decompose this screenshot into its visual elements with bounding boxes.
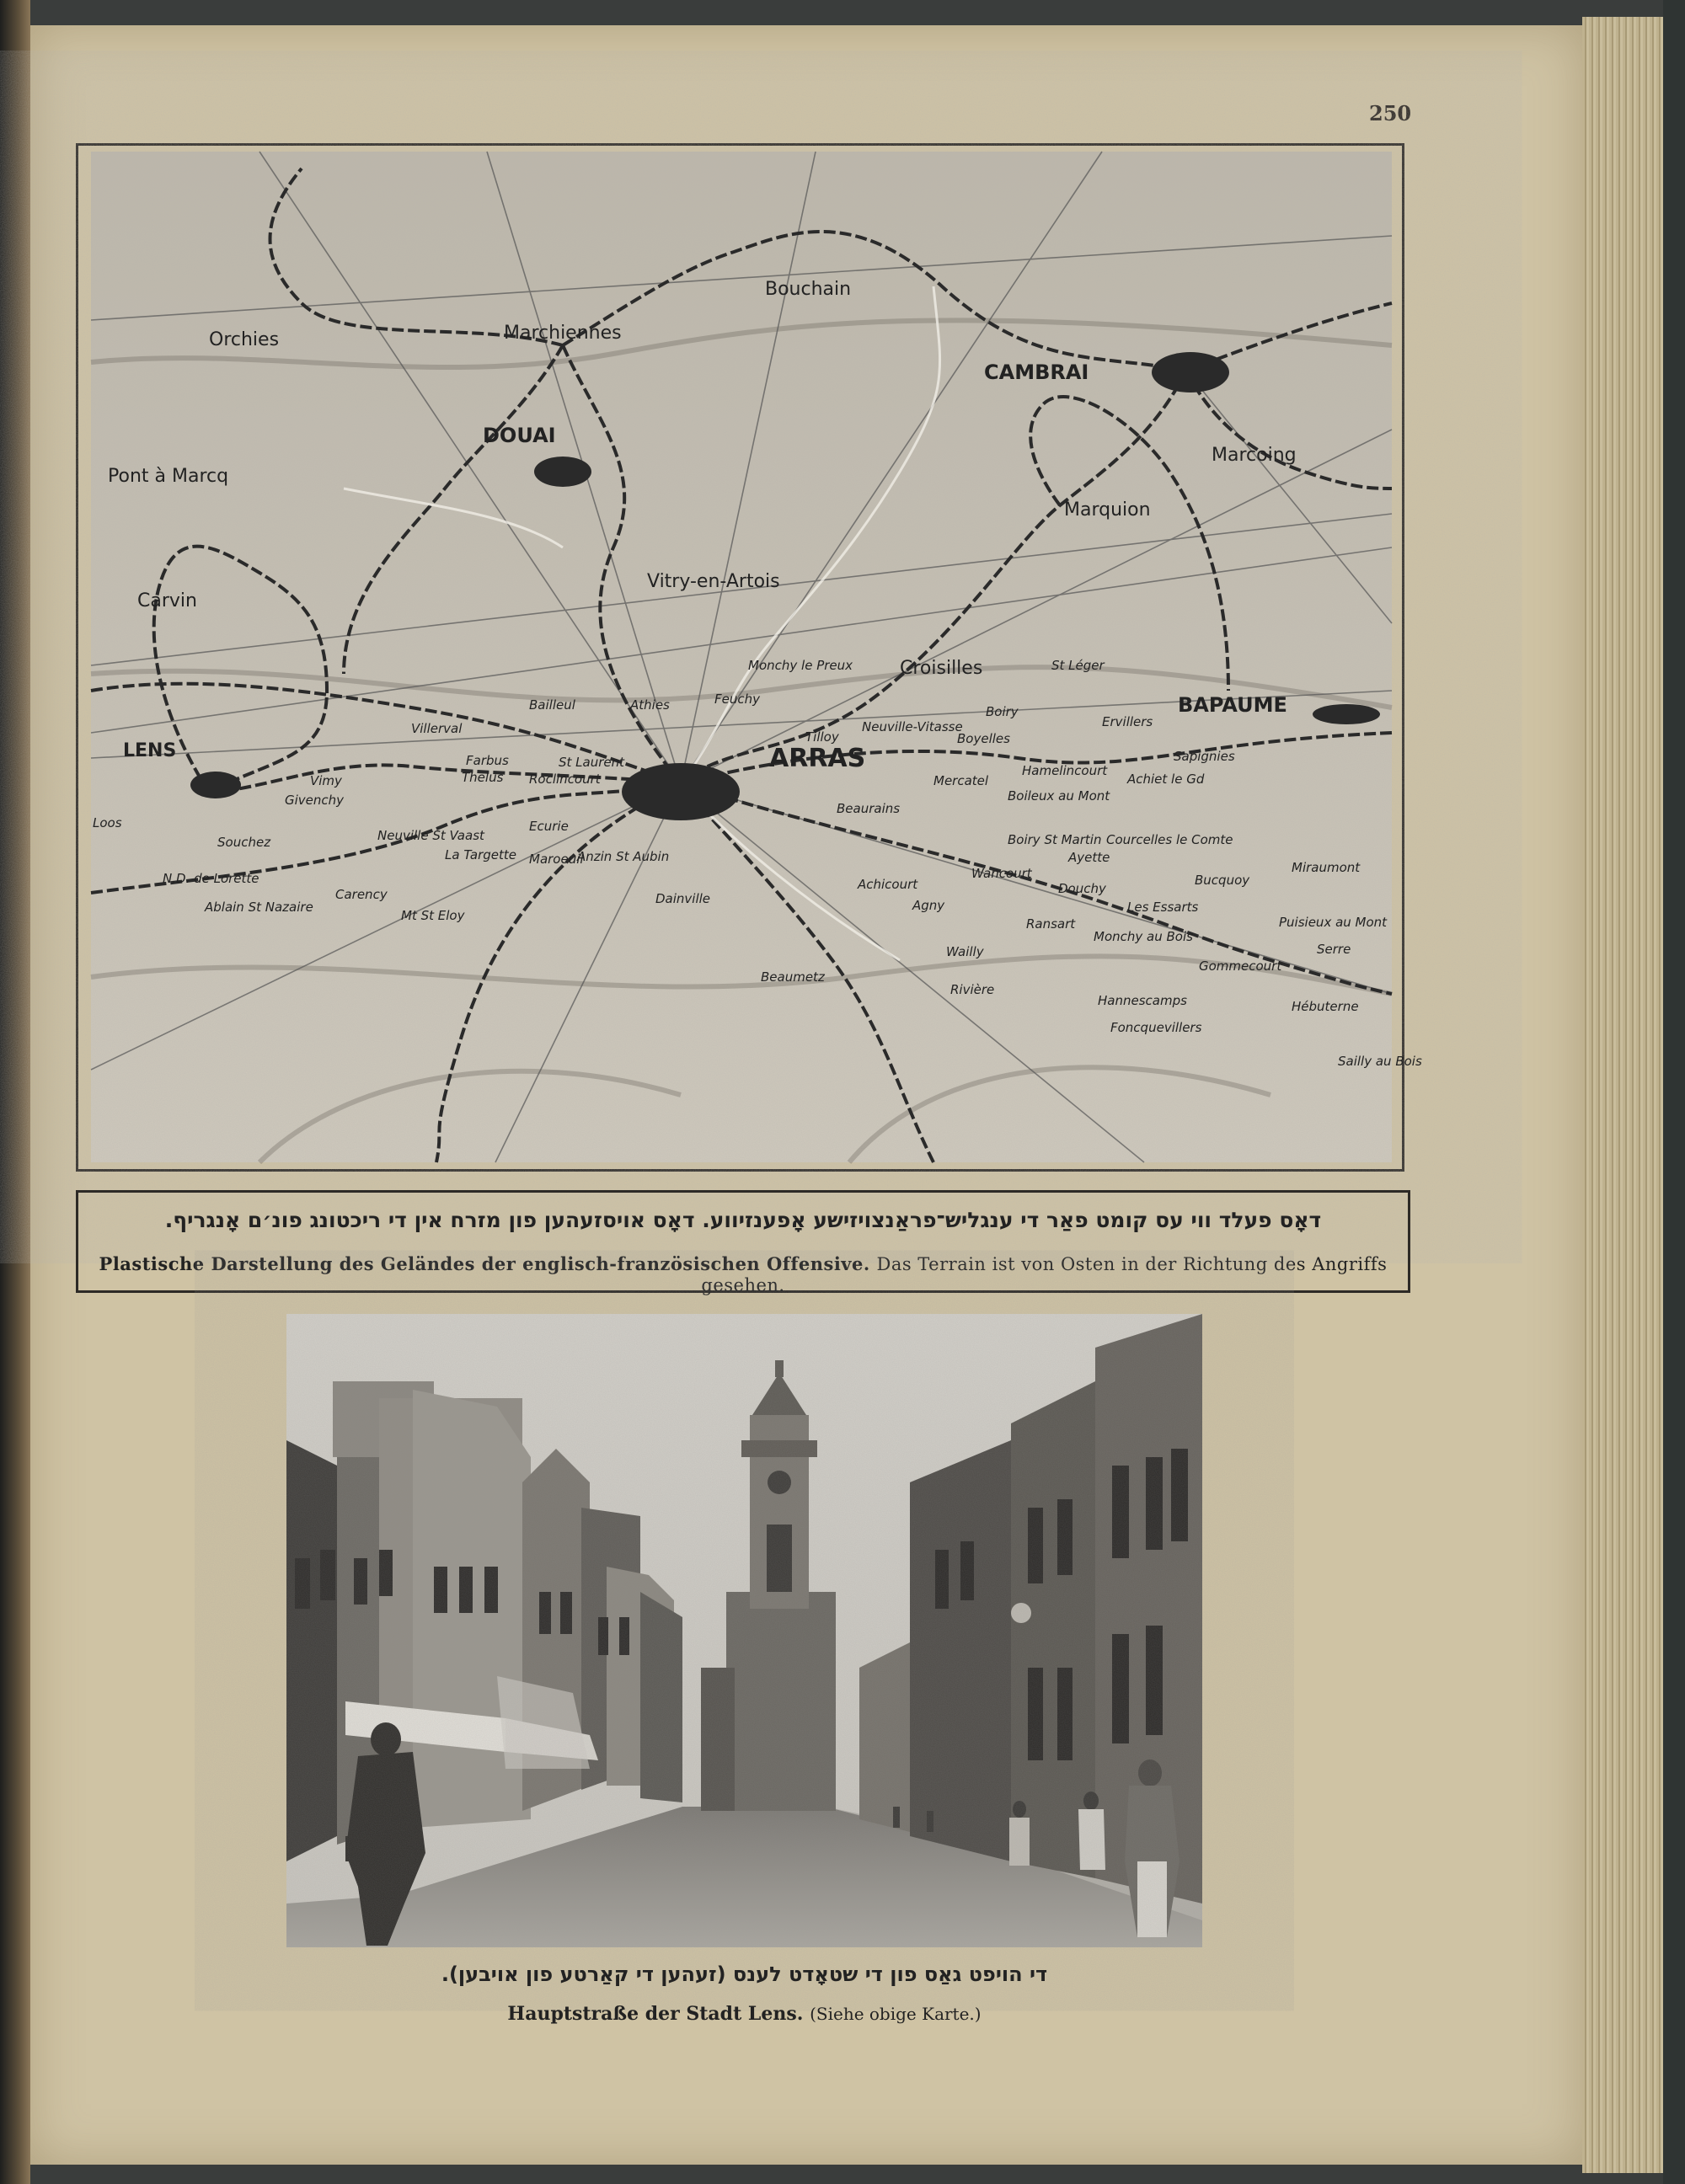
label-small: Athies bbox=[630, 697, 670, 713]
label-small: Agny bbox=[912, 898, 945, 913]
label-small: Tilloy bbox=[805, 729, 839, 745]
label-small: Neuville St Vaast bbox=[377, 828, 484, 843]
label-small: Sailly au Bois bbox=[1338, 1054, 1422, 1069]
label-marquion: Marquion bbox=[1064, 499, 1151, 521]
label-small: Ecurie bbox=[529, 819, 569, 834]
label-carvin: Carvin bbox=[137, 590, 197, 611]
label-small: Anzin St Aubin bbox=[577, 849, 670, 864]
street-photo bbox=[286, 1314, 1202, 1947]
label-small: Miraumont bbox=[1292, 860, 1361, 875]
label-small: Roclincourt bbox=[529, 772, 601, 787]
relief-map bbox=[91, 152, 1422, 1162]
map-caption-box bbox=[76, 1190, 1410, 1293]
label-marchiennes: Marchiennes bbox=[504, 323, 622, 344]
label-small: Hannescamps bbox=[1098, 993, 1187, 1008]
label-small: Wailly bbox=[946, 944, 984, 959]
label-small: Hamelincourt bbox=[1022, 763, 1108, 778]
label-small: Rivière bbox=[950, 982, 995, 997]
map-texture bbox=[91, 152, 1392, 1162]
label-vitry: Vitry-en-Artois bbox=[647, 571, 780, 592]
label-small: Beaumetz bbox=[761, 969, 825, 985]
label-small: Courcelles le Comte bbox=[1106, 832, 1233, 847]
label-small: Farbus bbox=[466, 753, 509, 768]
map-caption-yiddish: דאָס פעלד ווי עס קומט פאַר די ענגליש־פראַנצויזישע אָפענזיווע. דאָס אויסזעהען פון מזרח אין די ריכטונג פונ׳ם אָנגריף. bbox=[164, 1208, 1322, 1232]
photo-caption-german bbox=[286, 2003, 1202, 2025]
label-lens: LENS bbox=[123, 740, 177, 761]
label-arras: ARRAS bbox=[769, 744, 866, 773]
photo-grain bbox=[286, 1314, 1202, 1947]
label-small: Vimy bbox=[310, 773, 342, 788]
label-small: Givenchy bbox=[285, 793, 345, 808]
label-small: Carency bbox=[335, 887, 388, 902]
label-small: Maroeuil bbox=[529, 852, 584, 867]
label-small: Gommecourt bbox=[1199, 959, 1282, 974]
label-pont-a-marcq: Pont à Marcq bbox=[108, 466, 229, 487]
map-caption-german bbox=[78, 1253, 1408, 1295]
label-small: Hébuterne bbox=[1292, 999, 1359, 1014]
label-small: St Léger bbox=[1051, 658, 1105, 673]
label-bouchain: Bouchain bbox=[765, 279, 852, 300]
label-small: Ablain St Nazaire bbox=[205, 900, 313, 915]
label-small: Loos bbox=[93, 815, 122, 830]
label-small: Neuville-Vitasse bbox=[862, 719, 963, 734]
label-bapaume: BAPAUME bbox=[1178, 693, 1287, 717]
label-small: Serre bbox=[1317, 942, 1351, 957]
photo-caption-german-rest: (Siehe obige Karte.) bbox=[810, 2004, 982, 2024]
label-small: Monchy au Bois bbox=[1094, 929, 1193, 944]
label-small: Boileux au Mont bbox=[1008, 788, 1110, 804]
label-small: Dainville bbox=[655, 891, 711, 906]
book-cover-edge bbox=[1663, 0, 1685, 2184]
label-small: Thelus bbox=[462, 770, 504, 785]
label-small: Feuchy bbox=[714, 692, 760, 707]
label-small: Bucquoy bbox=[1195, 873, 1250, 888]
label-small: Boyelles bbox=[957, 731, 1010, 746]
label-small: Boiry St Martin bbox=[1008, 832, 1102, 847]
label-small: Ervillers bbox=[1102, 714, 1153, 729]
label-marcoing: Marcoing bbox=[1212, 445, 1297, 466]
label-small: N.D. de Lorette bbox=[163, 871, 259, 886]
label-small: Villerval bbox=[411, 721, 463, 736]
label-small: Puisieux au Mont bbox=[1279, 915, 1388, 930]
photo-caption-german-bold: Hauptstraße der Stadt Lens. bbox=[507, 2003, 804, 2025]
map-caption-german-rest: Das Terrain ist von Osten in der Richtung des Angriffs gesehen. bbox=[701, 1254, 1388, 1295]
label-small: Achicourt bbox=[858, 877, 918, 892]
label-small: Wancourt bbox=[971, 866, 1032, 881]
map-caption-german-bold: Plastische Darstellung des Geländes der englisch-französischen Offensive. bbox=[99, 1253, 870, 1274]
label-douai: DOUAI bbox=[483, 424, 556, 447]
label-small: Sapignies bbox=[1174, 749, 1235, 764]
label-cambrai: CAMBRAI bbox=[984, 360, 1089, 384]
label-small: Achiet le Gd bbox=[1127, 772, 1205, 787]
label-orchies: Orchies bbox=[209, 329, 280, 350]
page-edges bbox=[1582, 17, 1663, 2173]
label-small: Les Essarts bbox=[1127, 900, 1199, 915]
label-small: Douchy bbox=[1058, 881, 1106, 896]
label-small: Souchez bbox=[217, 835, 271, 850]
label-small: Boiry bbox=[986, 704, 1019, 719]
binding-left bbox=[0, 0, 30, 2184]
label-small: Mercatel bbox=[933, 773, 989, 788]
page-number: 250 bbox=[1369, 101, 1412, 125]
label-small: Ransart bbox=[1026, 916, 1076, 932]
label-small: St Laurent bbox=[559, 755, 625, 770]
label-small: La Targette bbox=[445, 847, 517, 862]
label-small: Monchy le Preux bbox=[748, 658, 853, 673]
label-small: Mt St Eloy bbox=[401, 908, 465, 923]
label-small: Foncquevillers bbox=[1110, 1020, 1202, 1035]
photo-caption-yiddish: די הויפט גאַס פון די שטאָדט לענס (זעהען די קאַרטע פון אויבען). bbox=[441, 1962, 1048, 1986]
label-small: Ayette bbox=[1068, 850, 1110, 865]
label-small: Beaurains bbox=[837, 801, 901, 816]
label-small: Bailleul bbox=[529, 697, 575, 713]
label-croisilles: Croisilles bbox=[900, 658, 983, 679]
